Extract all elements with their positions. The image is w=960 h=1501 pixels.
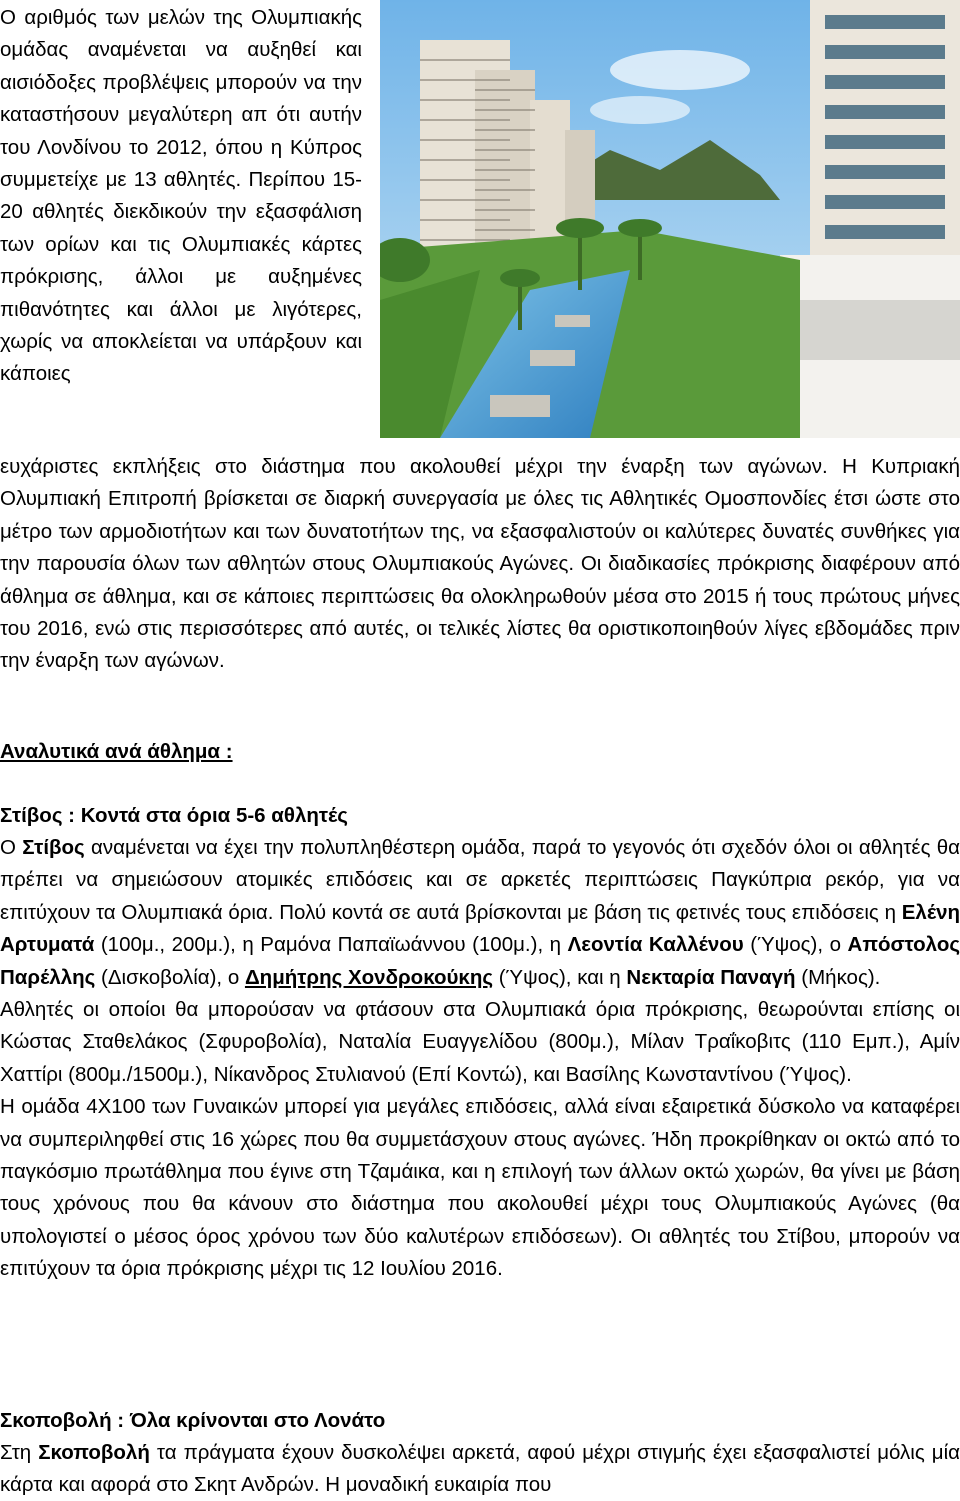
shooting-paragraph-1 (0, 1437, 960, 1501)
olympic-village-photo (380, 0, 960, 438)
text-run: (Ύψος), ο (743, 933, 848, 957)
text-run: (100μ., 200μ.), η Ραμόνα Παπαϊωάννου (100μ.), η (94, 933, 568, 957)
section-heading-text: Αναλυτικά ανά άθλημα : (0, 740, 233, 763)
text-run: Ο (0, 836, 23, 859)
shooting-heading (0, 1405, 385, 1437)
section-heading (0, 736, 233, 768)
athlete-name: Λεοντία Καλλένου (567, 933, 744, 957)
text-run: (Μήκος). (795, 965, 881, 989)
text-run: (Ύψος), και η (493, 965, 627, 989)
athletics-paragraph-2: Αθλητές οι οποίοι θα μπορούσαν να φτάσουν στα Ολυμπιακά όρια πρόκρισης, θεωρούνται επίσης οι Κώστας Σταθελάκος (Σφυροβολία), Ναταλία Ευαγγελίδου (800μ.), Μίλαν Τραΐκοβιτς (110 Εμπ.), Αμίν Χαττίρι (800μ./1500μ.), Νίκανδρος Στυλιανού (Επί Κοντώ), και Βασίλης Κωνσταντίνου (Ύψος). (0, 998, 960, 1086)
shooting-body (0, 1437, 960, 1501)
athlete-name: Ελένη Αρτυματά (0, 900, 960, 957)
athlete-name: Απόστολος Παρέλλης (0, 933, 960, 989)
text-run: (Δισκοβολία), ο (95, 965, 245, 989)
text-run: αναμένεται να έχει την πολυπληθέστερη ομάδα, παρά το γεγονός ότι σχεδόν όλοι οι αθλητές θα πρέπει να σημειώσουν ατομικές επιδόσεις και σε αρκετές περιπτώσεις Παγκύπρια ρεκόρ, για να επιτύχουν τα Ολυμπιακά όρια. Πολύ κοντά σε αυτά βρίσκονται με βάση τις φετινές τους επιδόσεις η (0, 836, 960, 924)
athletics-heading (0, 800, 348, 832)
athletics-paragraph-3: Η ομάδα 4Χ100 των Γυναικών μπορεί για μεγάλες επιδόσεις, αλλά είναι εξαιρετικά δύσκολο να καταφέρει να συμπεριληφθεί στις 16 χώρες που θα συμμετάσχουν στους αγώνες. Ήδη προκρίθηκαν οι οκτώ από το παγκόσμιο πρωτάθλημα που έγινε στη Τζαμάικα, και η επιλογή των άλλων οκτώ χωρών, θα γίνει με βάση τους χρόνους που θα κάνουν στο διάστημα που ακολουθεί μέχρι τους Ολυμπιακούς Αγώνες (θα υπολογιστεί ο μέσος όρος χρόνου των δύο καλυτέρων επιδόσεων). Οι αθλητές του Στίβου, μπορούν να επιτύχουν τα όρια πρόκρισης μέχρι τις 12 Ιουλίου 2016. (0, 1095, 960, 1281)
athletics-body (0, 832, 960, 1286)
sport-name: Σκοποβολή (38, 1441, 150, 1464)
text-run: Στη (0, 1441, 39, 1464)
athlete-name: Δημήτρης Χονδροκούκης (244, 965, 494, 989)
shooting-heading-text: Σκοποβολή : Όλα κρίνονται στο Λονάτο (0, 1409, 386, 1432)
text-run: τα πράγματα έχουν δυσκολέψει αρκετά, αφού μέχρι στιγμής έχει εξασφαλιστεί μόλις μία κάρτα και αφορά στο Σκητ Ανδρών. Η μοναδική ευκαιρία που (0, 1441, 960, 1497)
intro-text-continued: ευχάριστες εκπλήξεις στο διάστημα που ακολουθεί μέχρι την έναρξη των αγώνων. Η Κυπριακή Ολυμπιακή Επιτροπή βρίσκεται σε διαρκή συνεργασία με όλες τις Αθλητικές Ομοσπονδίες έτσι ώστε στο μέτρο των αρμοδιοτήτων και των δυνατοτήτων της, να εξασφαλιστούν οι καλύτερες δυνατές συνθήκες για την παρουσία όλων των αθλητών στους Ολυμπιακούς Αγώνες. Οι διαδικασίες πρόκρισης διαφέρουν από άθλημα σε άθλημα, και σε κάποιες περιπτώσεις θα ολοκληρωθούν μέσα στο 2015 ή τους πρώτους μήνες του 2016, ενώ στις περισσότερες από αυτές, οι τελικές λίστες θα οριστικοποιηθούν λίγες εβδομάδες πριν την έναρξη των αγώνων. (0, 455, 960, 673)
athletics-heading-text: Στίβος : Κοντά στα όρια 5-6 αθλητές (0, 804, 348, 827)
sport-name: Στίβος (22, 836, 85, 859)
athlete-name: Νεκταρία Παναγή (626, 965, 796, 989)
athletics-paragraph-1 (0, 832, 960, 994)
intro-text-left-column: Ο αριθμός των μελών της Ολυμπιακής ομάδας αναμένεται να αυξηθεί και αισιόδοξες προβλέψεις μπορούν να την καταστήσουν μεγαλύτερη απ ότι αυτήν του Λονδίνου το 2012, όπου η Κύπρος συμμετείχε με 13 αθλητές. Περίπου 15-20 αθλητές διεκδικούν την εξασφάλιση των ορίων και τις Ολυμπιακές κάρτες πρόκρισης, άλλοι με αυξημένες πιθανότητες και άλλοι με λιγότερες, χωρίς να αποκλείεται να υπάρξουν και κάποιες (0, 6, 362, 386)
